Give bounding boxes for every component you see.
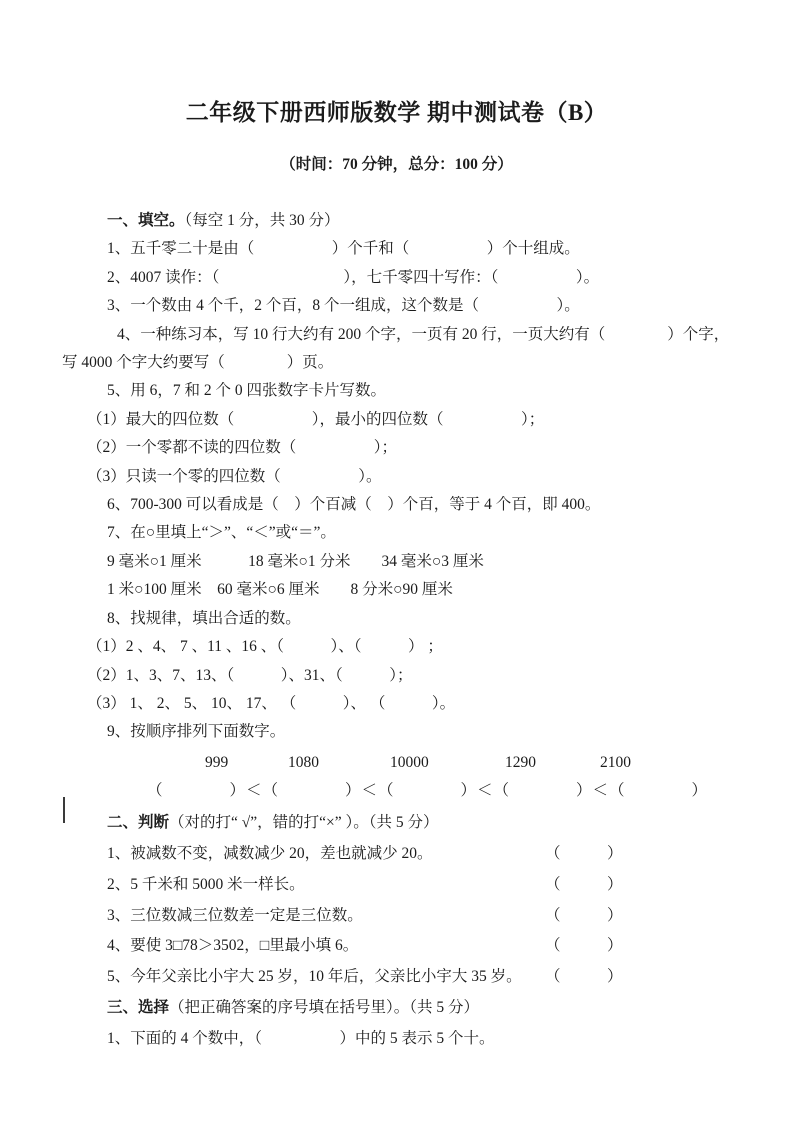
number-10000: 10000 — [390, 753, 429, 771]
choose-q1: 1、下面的 4 个数中，（ ）中的 5 表示 5 个十。 — [107, 1029, 495, 1047]
fill-q5-sub3: （3）只读一个零的四位数（ ）。 — [87, 467, 382, 485]
fill-q4-line1: 4、一种练习本，写 10 行大约有 200 个字，一页有 20 行，一页大约有（ ）个字， — [117, 325, 730, 343]
judge-q4 — [62, 931, 779, 962]
section-judge-heading — [62, 808, 779, 839]
fill-q8-sub2: （2）1、3、7、13、（ ）、31、（ ）； — [87, 666, 413, 684]
number-999: 999 — [205, 753, 229, 771]
section-judge-label: 二、判断 — [107, 814, 170, 832]
section-fill — [62, 207, 779, 805]
judge-q1 — [62, 839, 779, 870]
judge-q2 — [62, 870, 779, 901]
judge-q4-text: 4、要使 3□78＞3502，□里最小填 6。 — [107, 937, 359, 955]
fill-q8-sub1: （1）2 、4、 7 、11 、16 、（ ）、（ ） ； — [87, 638, 443, 656]
fill-q9-numbers — [62, 747, 779, 777]
fill-q7-row1: 9 毫米○1 厘米 18 毫米○1 分米 34 毫米○3 厘米 — [107, 552, 484, 570]
judge-q5-answer-blank: （ ） — [545, 968, 623, 986]
section-choose-label: 三、选择 — [107, 998, 170, 1016]
exam-body — [0, 179, 793, 1055]
number-2100: 2100 — [600, 753, 631, 771]
fill-q8-sub3: （3） 1、 2、 5、 10、 17、 （ ）、 （ ）。 — [87, 694, 456, 712]
fill-q5-sub2: （2）一个零都不读的四位数（ ）； — [87, 439, 398, 457]
judge-q5-text: 5、今年父亲比小宇大 25 岁，10 年后，父亲比小宇大 35 岁。 — [107, 968, 522, 986]
section-choose-heading — [62, 993, 779, 1024]
section-fill-heading — [62, 207, 779, 235]
fill-q9-order-blanks: （ ）＜（ ）＜（ ）＜（ ）＜（ ） — [147, 781, 709, 799]
fill-q6: 6、700-300 可以看成是（ ）个百减（ ）个百，等于 4 个百，即 400。 — [107, 496, 601, 514]
number-1080: 1080 — [288, 753, 319, 771]
fill-q3: 3、一个数由 4 个千，2 个百，8 个一组成，这个数是（ ）。 — [107, 297, 580, 315]
judge-q3 — [62, 901, 779, 932]
judge-q5 — [62, 962, 779, 993]
judge-q2-text: 2、5 千米和 5000 米一样长。 — [107, 875, 305, 893]
judge-q4-answer-blank: （ ） — [545, 937, 623, 955]
fill-q7-row2: 1 米○100 厘米 60 毫米○6 厘米 8 分米○90 厘米 — [107, 581, 453, 599]
judge-q3-answer-blank: （ ） — [545, 906, 623, 924]
section-fill-label: 一、填空。 — [107, 212, 185, 229]
section-judge — [62, 808, 779, 993]
section-choose — [62, 993, 779, 1055]
judge-q1-answer-blank: （ ） — [545, 844, 623, 862]
judge-q2-answer-blank: （ ） — [545, 875, 623, 893]
fill-q5: 5、用 6，7 和 2 个 0 四张数字卡片写数。 — [107, 382, 387, 400]
fill-q2: 2、4007 读作：（ ），七千零四十写作：（ ）。 — [107, 268, 600, 286]
fill-q5-sub1: （1）最大的四位数（ ），最小的四位数（ ）； — [87, 410, 545, 428]
section-judge-note: （对的打“ √”，错的打“×” ）。（共 5 分） — [169, 814, 439, 832]
exam-info: （时间：70 分钟，总分：100 分） — [280, 156, 513, 173]
fill-q7: 7、在○里填上“＞”、“＜”或“＝”。 — [107, 524, 336, 542]
fill-q9: 9、按顺序排列下面数字。 — [107, 723, 286, 741]
section-fill-note: （每空 1 分，共 30 分） — [184, 212, 340, 229]
page-title: 二年级下册西师版数学 期中测试卷（B） — [185, 100, 608, 125]
fill-q4-line2: 写 4000 个字大约要写（ ）页。 — [62, 354, 334, 372]
section-choose-note: （把正确答案的序号填在括号里）。（共 5 分） — [169, 998, 480, 1016]
number-1290: 1290 — [505, 753, 536, 771]
fill-q1: 1、五千零二十是由（ ）个千和（ ）个十组成。 — [107, 240, 580, 258]
fill-q8: 8、找规律，填出合适的数。 — [107, 609, 301, 627]
judge-q3-text: 3、三位数减三位数差一定是三位数。 — [107, 906, 363, 924]
judge-q1-text: 1、被减数不变，减数减少 20，差也就减少 20。 — [107, 844, 433, 862]
